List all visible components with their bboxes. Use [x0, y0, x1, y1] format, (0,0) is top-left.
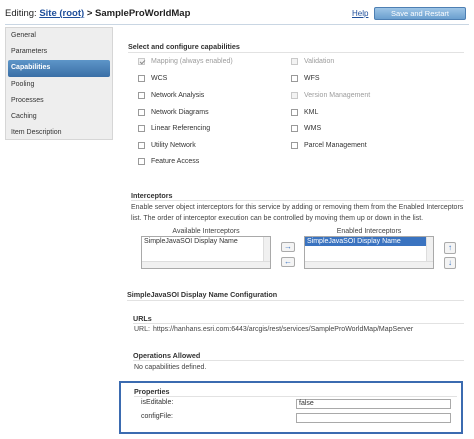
capability-label: WMS	[304, 125, 322, 132]
iseditable-input[interactable]: false	[296, 399, 451, 409]
operations-value: No capabilities defined.	[134, 364, 207, 371]
move-up-button[interactable]	[444, 242, 456, 254]
capability-wfs[interactable]	[291, 75, 320, 82]
capability-wcs[interactable]	[138, 75, 167, 82]
up-arrow-icon: ↑	[448, 243, 452, 252]
feature-access-checkbox[interactable]	[138, 158, 145, 165]
network-analysis-checkbox[interactable]	[138, 92, 145, 99]
interceptors-divider	[131, 200, 464, 201]
sidebar-item-processes[interactable]: Processes	[11, 96, 44, 104]
add-interceptor-button[interactable]	[281, 242, 295, 252]
network-diagrams-checkbox[interactable]	[138, 109, 145, 116]
wms-checkbox[interactable]	[291, 125, 298, 132]
service-name: SampleProWorldMap	[95, 8, 191, 19]
list-item[interactable]: SimpleJavaSOI Display Name	[305, 237, 433, 246]
list-item[interactable]: SimpleJavaSOI Display Name	[144, 238, 238, 245]
version-management-checkbox	[291, 92, 298, 99]
save-and-restart-button[interactable]: Save and Restart	[374, 7, 466, 20]
urls-divider	[133, 323, 464, 324]
enabled-interceptors-list[interactable]	[304, 236, 434, 269]
sidebar-item-capabilities[interactable]: Capabilities	[8, 60, 110, 76]
iseditable-label: isEditable:	[141, 399, 174, 406]
right-arrow-icon: →	[284, 242, 292, 251]
configfile-input[interactable]	[296, 413, 451, 423]
sidebar	[5, 27, 113, 140]
soi-config-title: SimpleJavaSOI Display Name Configuration	[127, 290, 278, 299]
operations-allowed-title: Operations Allowed	[133, 351, 201, 360]
capability-label: Utility Network	[151, 142, 196, 149]
site-root-link[interactable]: Site (root)	[39, 8, 85, 19]
left-arrow-icon: ←	[284, 257, 292, 266]
validation-checkbox	[291, 58, 298, 65]
capability-label: Linear Referencing	[151, 125, 211, 132]
capability-linear-referencing[interactable]	[138, 125, 210, 132]
help-link[interactable]: Help	[352, 9, 369, 18]
sidebar-item-item-description[interactable]: Item Description	[11, 129, 62, 137]
linear-referencing-checkbox[interactable]	[138, 125, 145, 132]
sidebar-item-general[interactable]: General	[11, 32, 36, 39]
horizontal-scrollbar[interactable]	[305, 261, 433, 268]
capability-label: WCS	[151, 75, 168, 82]
capability-network-analysis[interactable]	[138, 92, 204, 99]
sidebar-item-pooling[interactable]: Pooling	[11, 80, 35, 88]
horizontal-scrollbar[interactable]	[142, 261, 270, 268]
sidebar-item-caching[interactable]: Caching	[11, 112, 37, 120]
capabilities-divider	[128, 52, 464, 53]
capability-wms[interactable]	[291, 125, 321, 132]
capability-label: Feature Access	[151, 158, 200, 165]
remove-interceptor-button[interactable]	[281, 257, 295, 267]
breadcrumb-separator: >	[86, 8, 93, 19]
urls-title: URLs	[133, 314, 152, 323]
description-line: list. The order of interceptor execution can be controlled by moving them up or down in the list.	[131, 214, 424, 222]
capabilities-title: Select and configure capabilities	[128, 42, 240, 51]
header-divider	[5, 24, 469, 25]
available-interceptors-label: Available Interceptors	[172, 228, 240, 235]
capability-parcel-management[interactable]	[291, 142, 367, 149]
capability-utility-network[interactable]	[138, 142, 196, 149]
sidebar-item-parameters[interactable]: Parameters	[11, 48, 48, 56]
capability-label: Mapping (always enabled)	[151, 58, 233, 65]
url-label: URL:	[134, 326, 150, 333]
move-down-button[interactable]	[444, 257, 456, 269]
operations-divider	[133, 360, 464, 361]
configfile-label: configFile:	[141, 413, 173, 420]
capability-validation	[291, 58, 334, 65]
wcs-checkbox[interactable]	[138, 75, 145, 82]
wfs-checkbox[interactable]	[291, 75, 298, 82]
capability-label: Parcel Management	[304, 142, 367, 149]
url-value: https://hanhans.esri.com:6443/arcgis/rest/services/SampleProWorldMap/MapServer	[153, 326, 414, 333]
available-interceptors-list[interactable]	[141, 236, 271, 269]
capability-label: Network Diagrams	[151, 109, 209, 116]
interceptors-description	[131, 203, 465, 224]
enabled-interceptors-label: Enabled Interceptors	[336, 228, 402, 235]
page-header	[5, 8, 190, 19]
description-line: Enable server object interceptors for this service by adding or removing them from the Enabled Interceptors	[131, 204, 464, 211]
soi-config-divider	[127, 300, 464, 301]
capability-label: KML	[304, 109, 319, 116]
properties-title: Properties	[134, 387, 170, 396]
capability-mapping	[138, 58, 233, 65]
editing-label: Editing:	[5, 8, 37, 19]
mapping-checkbox	[138, 58, 145, 65]
capability-feature-access[interactable]	[138, 158, 199, 165]
properties-divider	[134, 396, 457, 397]
interceptors-title: Interceptors	[131, 191, 173, 200]
capability-network-diagrams[interactable]	[138, 109, 209, 116]
parcel-management-checkbox[interactable]	[291, 142, 298, 149]
capability-label: Version Management	[304, 92, 371, 99]
capability-label: WFS	[304, 75, 320, 82]
capability-kml[interactable]	[291, 109, 318, 116]
capability-label: Validation	[304, 58, 335, 65]
utility-network-checkbox[interactable]	[138, 142, 145, 149]
capability-label: Network Analysis	[151, 92, 205, 99]
down-arrow-icon: ↓	[448, 258, 452, 267]
capability-version-management	[291, 92, 370, 99]
kml-checkbox[interactable]	[291, 109, 298, 116]
